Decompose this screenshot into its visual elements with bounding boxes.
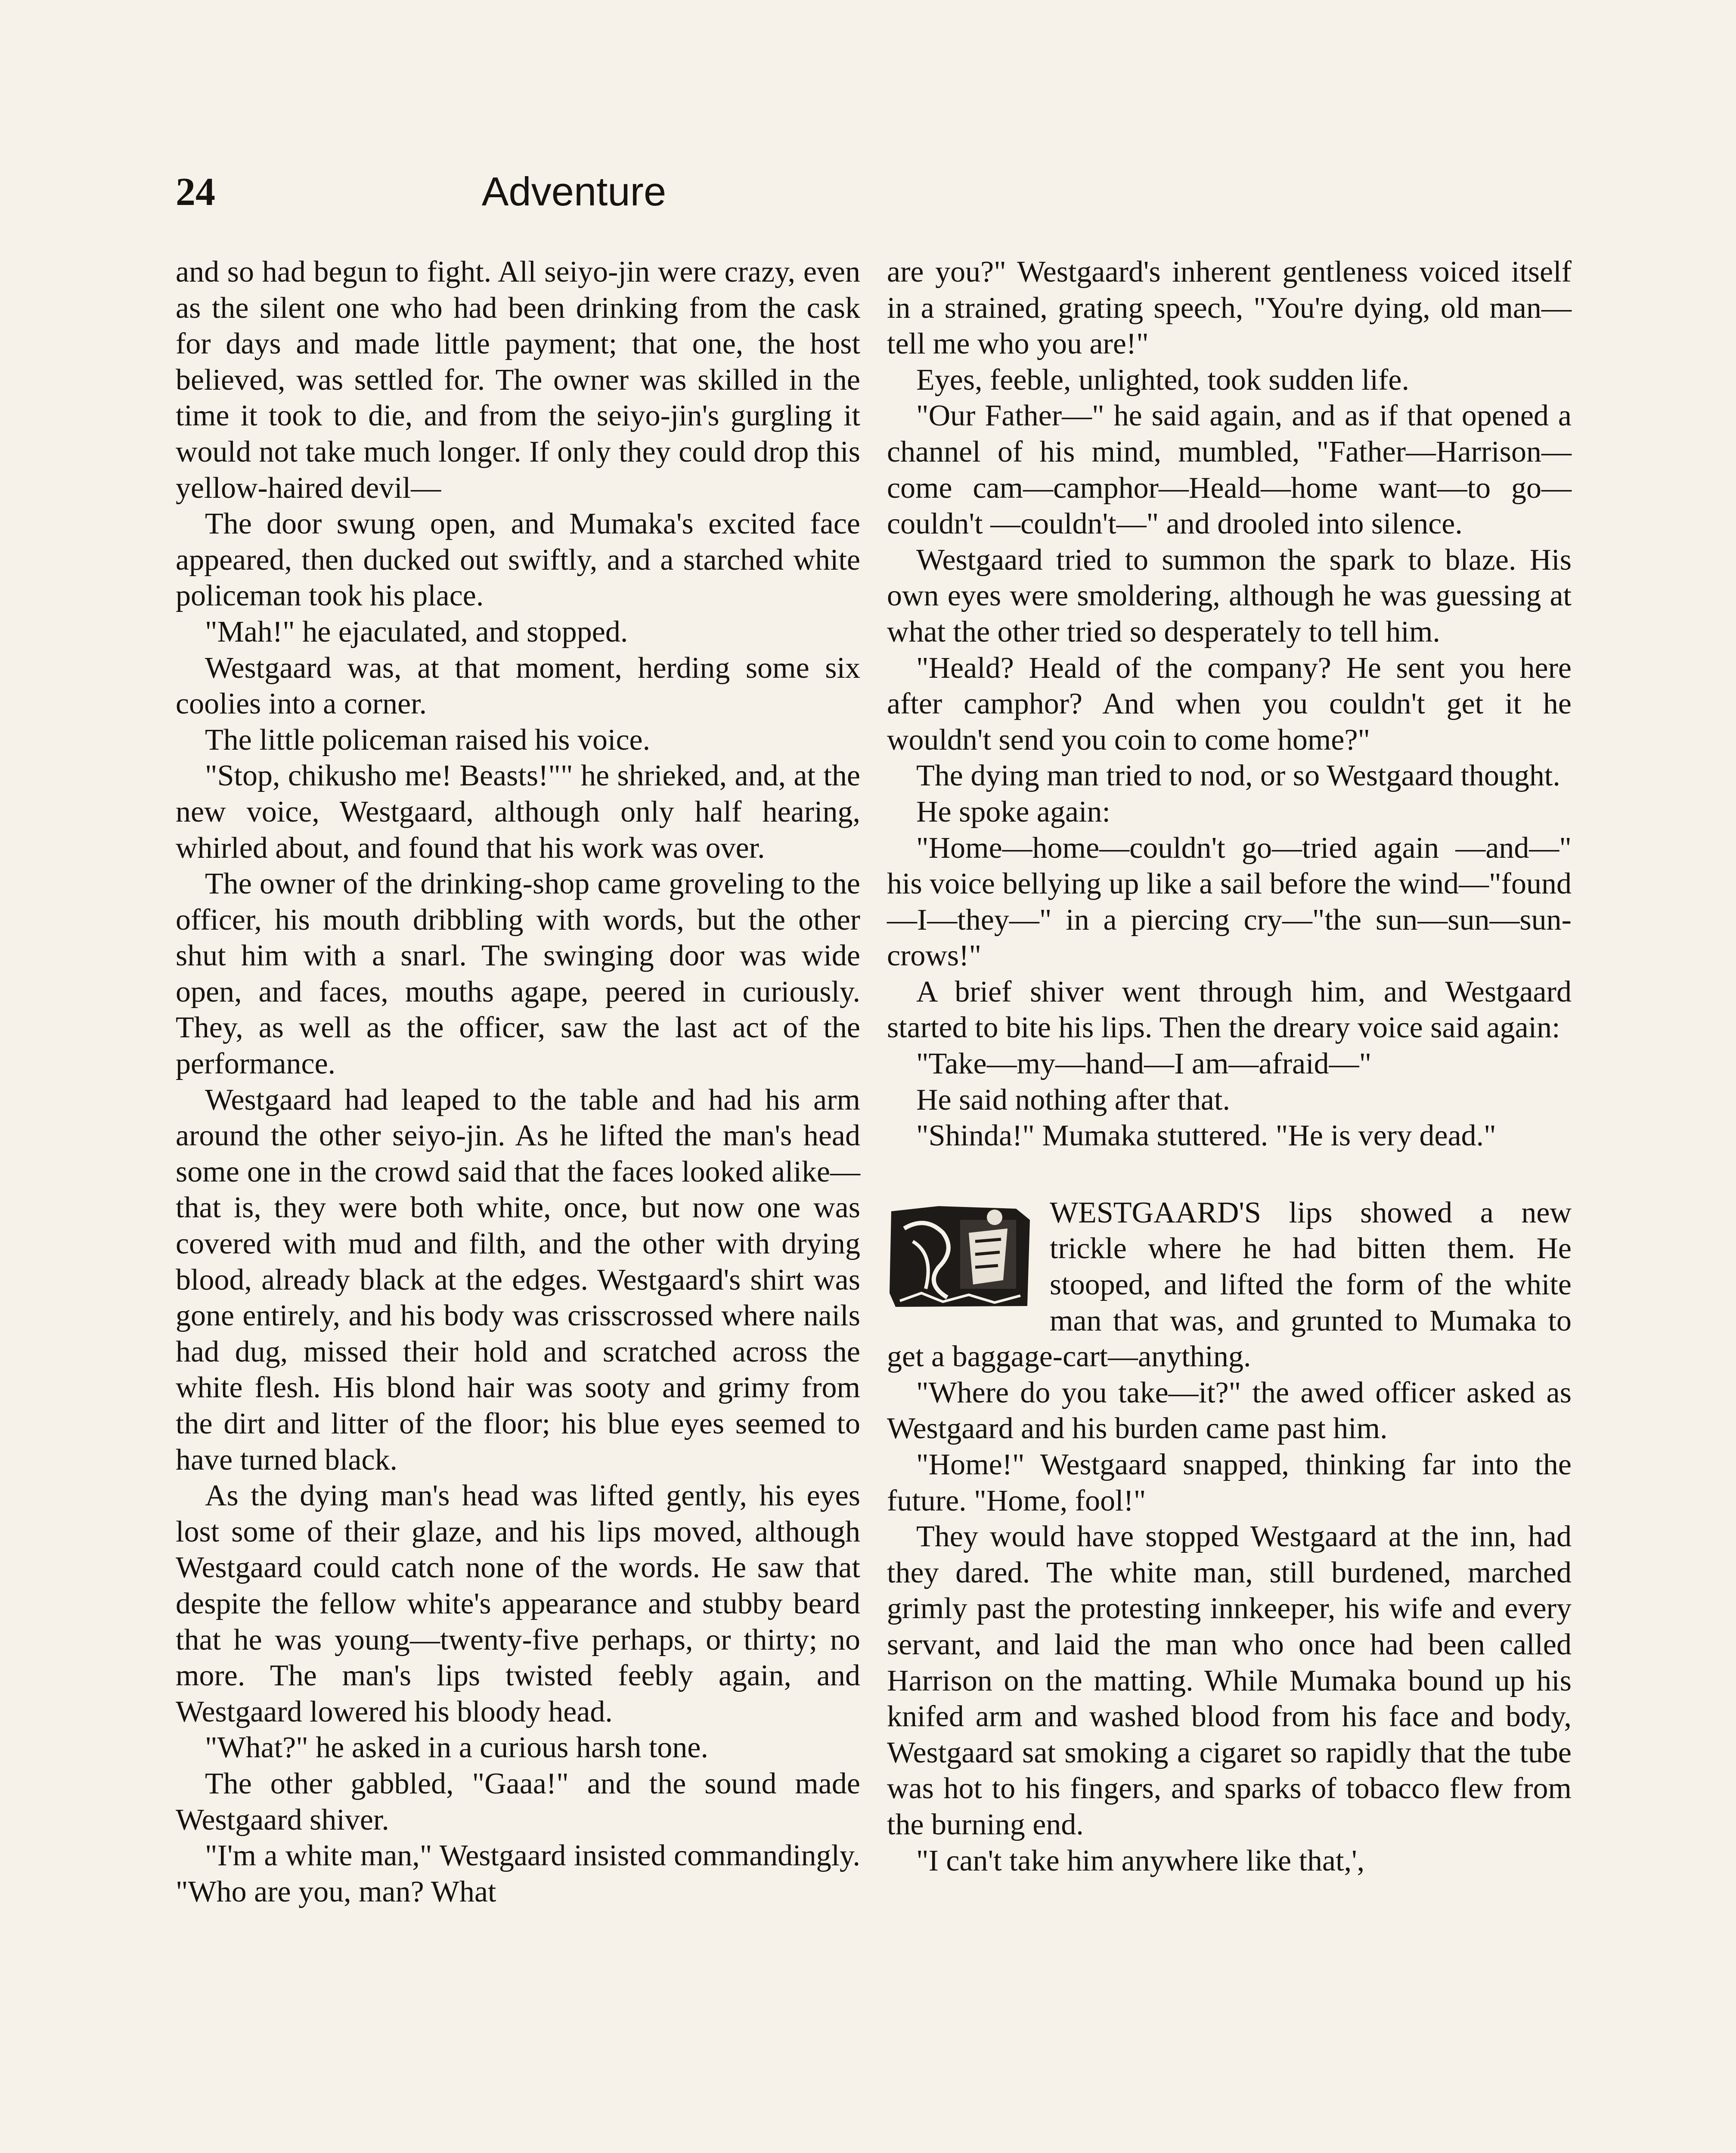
paragraph: Eyes, feeble, unlighted, took sudden life. (916, 363, 1409, 397)
paragraph: "Where do you take—it?" the awed officer asked as Westgaard and his burden came past him. (887, 1376, 1572, 1446)
paragraph: He said nothing after that. (916, 1083, 1230, 1117)
paragraph: "Stop, chikusho me! Beasts!"" he shrieked, and, at the new voice, Westgaard, although only half hearing, whirled about, and found that his work was over. (176, 759, 860, 865)
paragraph: The dying man tried to nod, or so Westgaard thought. (916, 759, 1560, 793)
paragraph: Westgaard tried to summon the spark to blaze. His own eyes were smoldering, although he was guessing at what the other tried so desperately to tell him. (887, 543, 1572, 648)
paragraph: Westgaard was, at that moment, herding some six coolies into a corner. (176, 651, 860, 721)
paragraph: "Mah!" he ejaculated, and stopped. (205, 615, 628, 648)
decorative-initial-icon (887, 1203, 1032, 1309)
left-column (176, 254, 860, 1910)
paragraph: "I'm a white man," Westgaard insisted commandingly. "Who are you, man? What (176, 1839, 860, 1908)
page-header (176, 166, 972, 217)
paragraph: He spoke again: (916, 795, 1110, 828)
section-opening-paragraph (887, 1195, 1572, 1375)
paragraph: "Take—my—hand—I am—afraid—" (916, 1047, 1372, 1081)
paragraph: "Heald? Heald of the company? He sent you here after camphor? And when you couldn't get it he wouldn't send you coin to come home?" (887, 651, 1572, 757)
paragraph: "Shinda!" Mumaka stuttered. "He is very dead." (916, 1119, 1496, 1153)
paragraph: The other gabbled, "Gaaa!" and the sound made Westgaard shiver. (176, 1767, 860, 1837)
paragraph: As the dying man's head was lifted gently, his eyes lost some of their glaze, and his lips moved, although Westgaard could catch none of the words. He saw that despite the fellow white's appearance and stubby beard that he was young—twenty-five perhaps, or thirty; no more. The man's lips twisted feebly again, and Westgaard lowered his bloody head. (176, 1479, 860, 1728)
paragraph: They would have stopped Westgaard at the inn, had they dared. The white man, still burdened, marched grimly past the protesting innkeeper, his wife and every servant, and laid the man who once had been called Harrison on the matting. While Mumaka bound up his knifed arm and washed blood from his face and body, Westgaard sat smoking a cigaret so rapidly that the tube was hot to his fingers, and sparks of tobacco flew from the burning end. (887, 1520, 1572, 1841)
page-number: 24 (176, 170, 215, 214)
paragraph: A brief shiver went through him, and Westgaard started to bite his lips. Then the dreary voice said again: (887, 975, 1572, 1045)
paragraph-text: WESTGAARD'S lips showed a new trickle where he had bitten them. He stooped, and lifted the form of the white man that was, and grunted to Mumaka to get a baggage-cart—anything. (887, 1196, 1572, 1374)
right-column (887, 254, 1572, 1879)
paragraph: and so had begun to fight. All seiyo-jin were crazy, even as the silent one who had been drinking from the cask for days and made little payment; that one, the host believed, was settled for. The owner was skilled in the time it took to die, and from the seiyo-jin's gurgling it would not take much longer. If only they could drop this yellow-haired devil— (176, 255, 860, 505)
paragraph: are you?" Westgaard's inherent gentleness voiced itself in a strained, grating speech, "You're dying, old man—tell me who you are!" (887, 255, 1572, 361)
running-title: Adventure (481, 169, 666, 214)
paragraph: The door swung open, and Mumaka's excited face appeared, then ducked out swiftly, and a starched white policeman took his place. (176, 507, 860, 613)
paragraph: The owner of the drinking-shop came groveling to the officer, his mouth dribbling with words, but the other shut him with a snarl. The swinging door was wide open, and faces, mouths agape, peered in curiously. They, as well as the officer, saw the last act of the performance. (176, 867, 860, 1081)
paragraph: "Home!" Westgaard snapped, thinking far into the future. "Home, fool!" (887, 1448, 1572, 1517)
paragraph: "Home—home—couldn't go—tried again —and—" his voice bellying up like a sail before the wind—"found—I—they—" in a piercing cry—"the sun—sun—sun-crows!" (887, 831, 1572, 973)
paragraph: "What?" he asked in a curious harsh tone. (205, 1731, 708, 1765)
paragraph: The little policeman raised his voice. (205, 723, 651, 757)
paragraph: Westgaard had leaped to the table and had his arm around the other seiyo-jin. As he lifted the man's head some one in the crowd said that the faces looked alike—that is, they were both white, once, but now one was covered with mud and filth, and the other with drying blood, already black at the edges. Westgaard's shirt was gone entirely, and his body was crisscrossed where nails had dug, missed their hold and scratched across the white flesh. His blond hair was sooty and grimy from the dirt and litter of the floor; his blue eyes seemed to have turned black. (176, 1083, 860, 1477)
paragraph: "I can't take him anywhere like that,', (916, 1844, 1365, 1877)
paragraph: "Our Father—" he said again, and as if that opened a channel of his mind, mumbled, "Father—Harrison—come cam—camphor—Heald—home want—to go—couldn't —couldn't—" and drooled into silence. (887, 399, 1572, 541)
